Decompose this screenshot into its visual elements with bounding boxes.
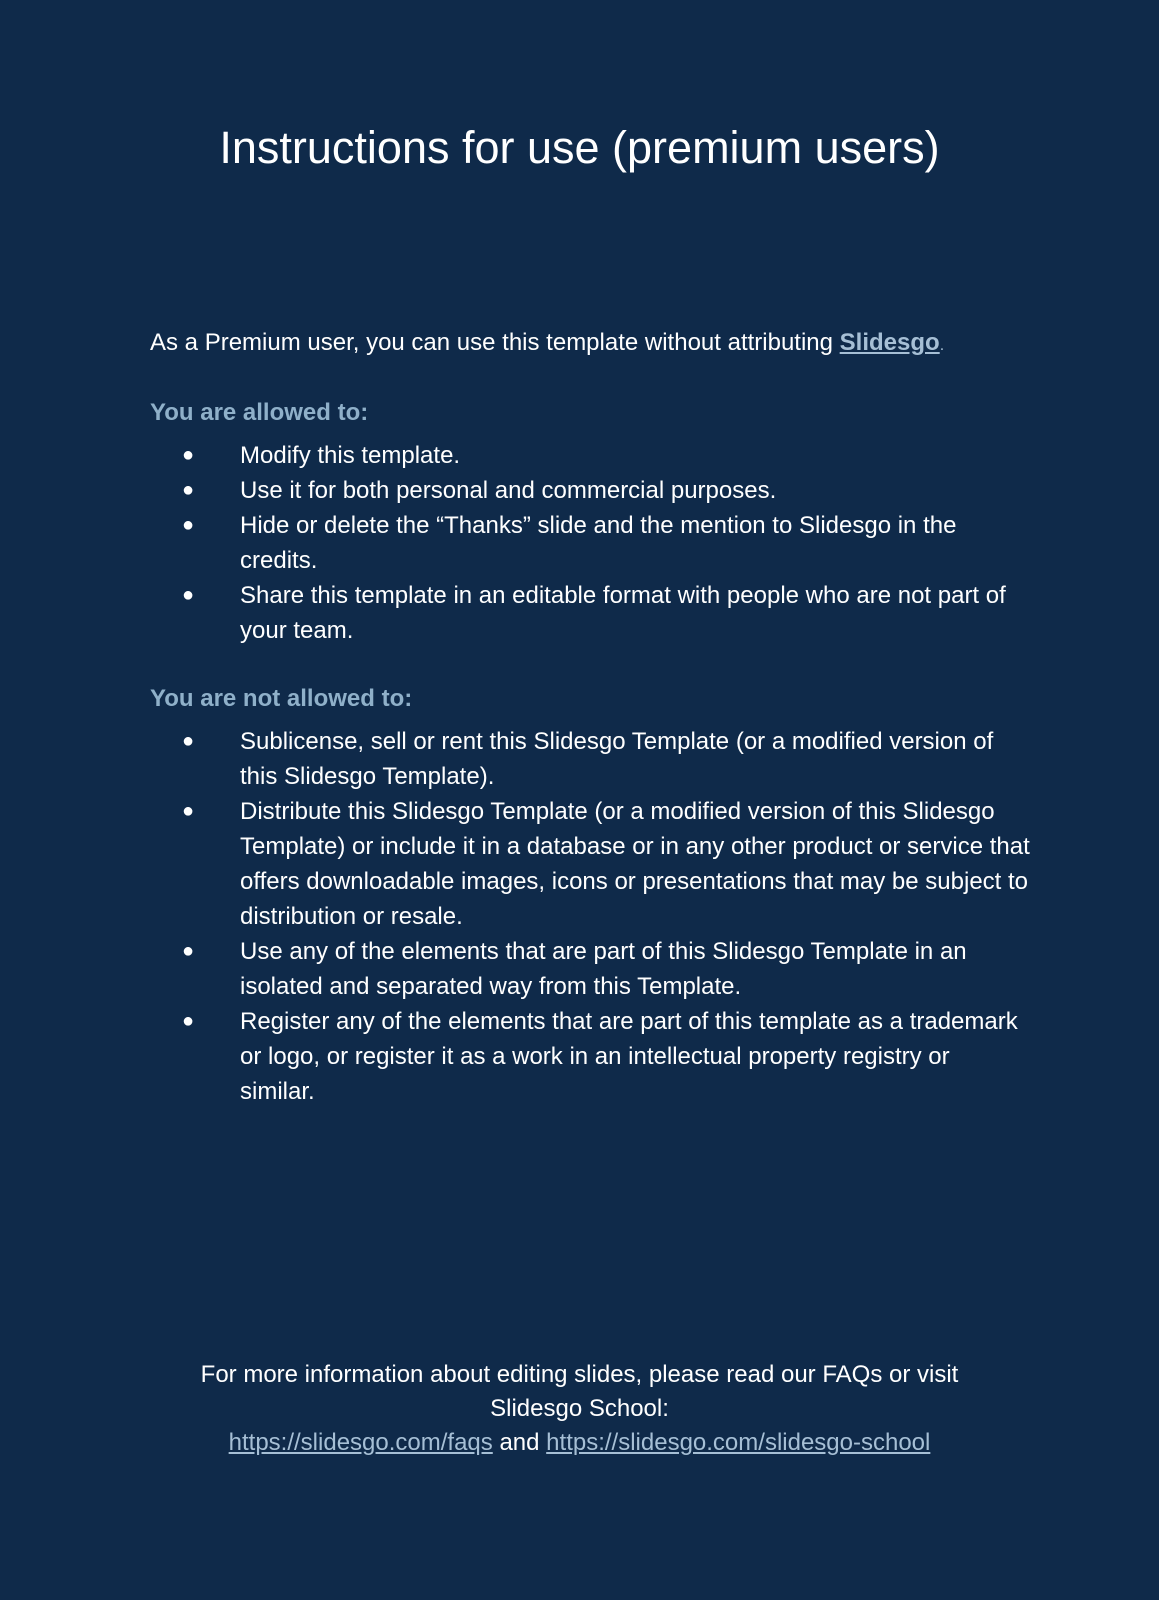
list-item-text: Register any of the elements that are part of this template as a trademark or logo, or register it as a work in an intellectual property registry or similar. (240, 1008, 1018, 1105)
not-allowed-list (150, 724, 1030, 1109)
page-title: Instructions for use (premium users) (219, 122, 940, 173)
list-item (150, 578, 1030, 648)
list-item-text: Share this template in an editable format with people who are not part of your team. (240, 582, 1006, 644)
intro-period: . (939, 337, 945, 354)
bullet-icon: ● (182, 514, 195, 536)
bullet-icon: ● (182, 479, 195, 501)
list-item-text: Sublicense, sell or rent this Slidesgo Template (or a modified version of this Slidesgo Template). (240, 728, 994, 790)
footer-text: For more information about editing slides, please read our FAQs or visit Slidesgo School: (200, 1361, 959, 1422)
intro-paragraph (150, 326, 1030, 363)
list-item (150, 508, 1030, 578)
list-item-text: Use any of the elements that are part of this Slidesgo Template in an isolated and separated way from this Template. (240, 938, 967, 1000)
list-item (150, 934, 1030, 1004)
footer-links (170, 1426, 990, 1460)
not-allowed-heading: You are not allowed to: (150, 685, 413, 712)
allowed-heading: You are allowed to: (150, 399, 369, 426)
bullet-icon: ● (182, 444, 195, 466)
footer-and-text: and (492, 1429, 547, 1456)
list-item (150, 724, 1030, 794)
slidesgo-school-link[interactable]: https://slidesgo.com/slidesgo-school (546, 1429, 931, 1456)
bullet-icon: ● (182, 940, 195, 962)
list-item-text: Hide or delete the “Thanks” slide and the mention to Slidesgo in the credits. (240, 512, 957, 574)
list-item-text: Use it for both personal and commercial purposes. (240, 477, 777, 504)
faqs-link[interactable]: https://slidesgo.com/faqs (228, 1429, 493, 1456)
bullet-icon: ● (182, 730, 195, 752)
bullet-icon: ● (182, 1010, 195, 1032)
footer-info (0, 1358, 1159, 1460)
list-item (150, 473, 1030, 508)
intro-text: As a Premium user, you can use this template without attributing (150, 329, 840, 356)
list-item-text: Modify this template. (240, 442, 461, 469)
list-item (150, 438, 1030, 473)
bullet-icon: ● (182, 800, 195, 822)
instructions-content (150, 326, 1030, 1109)
list-item-text: Distribute this Slidesgo Template (or a modified version of this Slidesgo Template) or include it in a database or in any other product or service that offers downloadable images, icons or presentations that may be subject to distribution or resale. (240, 798, 1030, 930)
list-item (150, 794, 1030, 934)
allowed-list (150, 438, 1030, 648)
slidesgo-link[interactable]: Slidesgo (839, 329, 940, 356)
bullet-icon: ● (182, 584, 195, 606)
list-item (150, 1004, 1030, 1109)
